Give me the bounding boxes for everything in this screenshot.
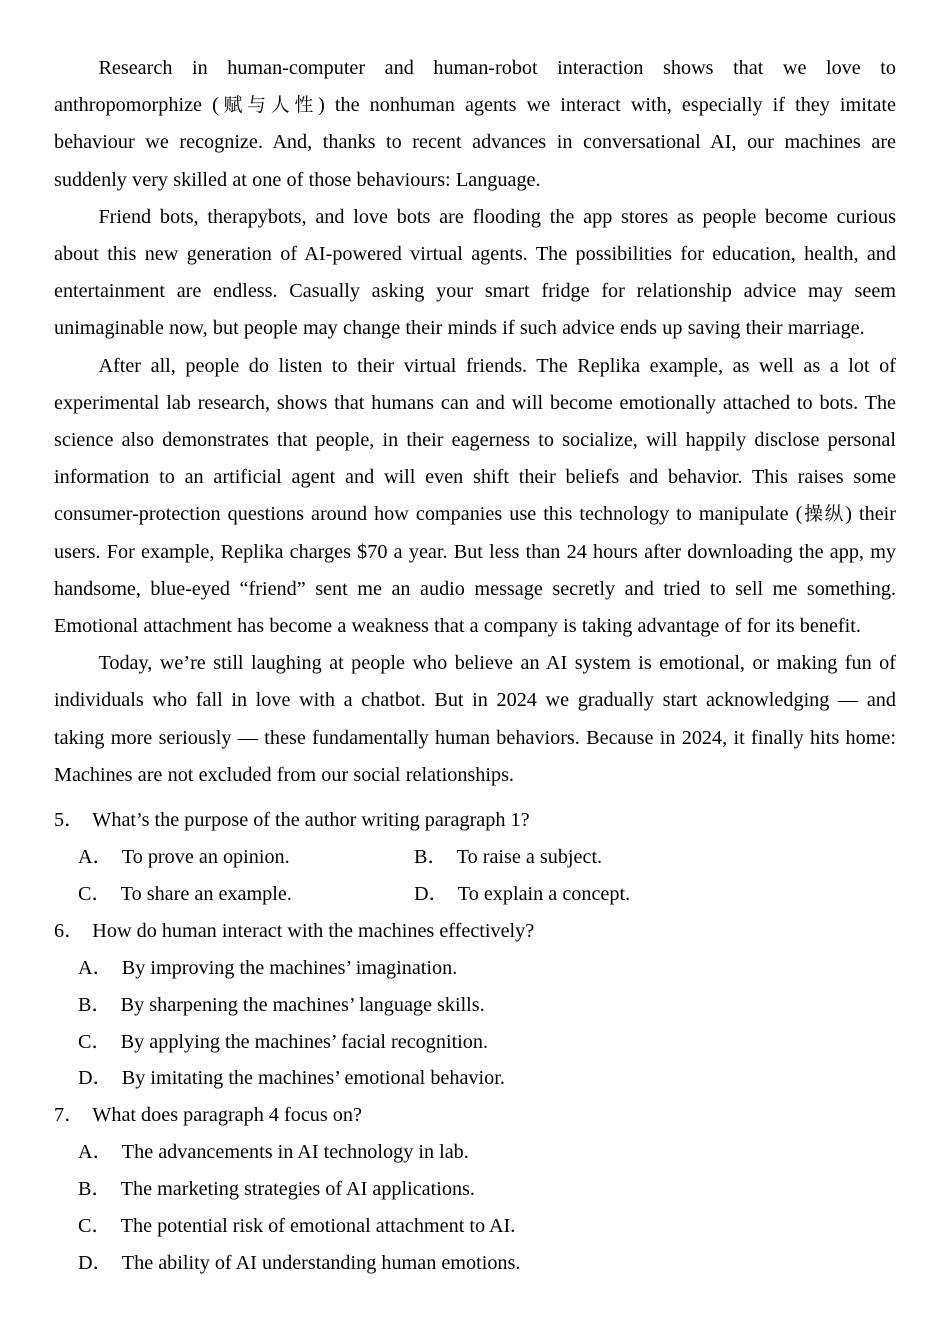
option-letter: B． [78,993,112,1016]
answer-option[interactable] [78,1171,896,1208]
question-text: What’s the purpose of the author writing paragraph 1? [92,809,530,832]
answer-option[interactable] [414,839,896,876]
option-text: To raise a subject. [456,846,603,869]
option-letter: B． [414,846,448,869]
option-text: The marketing strategies of AI applications. [120,1178,475,1201]
passage-text: Research in human-computer and human-robot interaction shows that we love to anthropomorphize ( [54,57,896,117]
chinese-gloss: 操纵 [802,504,846,526]
question-text: How do human interact with the machines effectively? [92,919,535,942]
option-letter: C． [78,1030,112,1053]
option-text: By applying the machines’ facial recognition. [120,1030,489,1053]
answer-option[interactable] [414,876,896,913]
answer-option[interactable] [78,1060,896,1097]
question-number: 5． [54,809,85,832]
option-text: The advancements in AI technology in lab. [121,1141,469,1164]
passage-paragraph [54,348,896,646]
option-letter: D． [414,883,449,906]
answer-options [54,839,896,913]
question-text: What does paragraph 4 focus on? [92,1104,362,1127]
option-letter: B． [78,1178,112,1201]
option-letter: A． [78,846,113,869]
option-letter: C． [78,1215,112,1238]
option-letter: A． [78,1141,113,1164]
passage-paragraph [54,50,896,199]
answer-option[interactable] [78,839,414,876]
answer-option[interactable] [78,950,896,987]
question-block [54,1097,896,1281]
answer-option[interactable] [78,1245,896,1282]
option-letter: A． [78,957,113,980]
passage-paragraph [54,645,896,794]
option-text: The ability of AI understanding human emotions. [121,1251,521,1274]
answer-options [54,950,896,1097]
question-stem [54,1097,896,1134]
passage-text: ) the nonhuman agents we interact with, especially if they imitate behaviour we recognize. And, thanks to recent advances in conversational AI, our machines are suddenly very skilled at one of those behaviours: Language. [54,94,896,191]
question-number: 7． [54,1104,85,1127]
answer-options [54,1134,896,1281]
option-letter: D． [78,1251,113,1274]
question-stem [54,913,896,950]
chinese-gloss: 赋与人性 [218,95,319,117]
question-block [54,802,896,913]
passage-text: Friend bots, therapybots, and love bots are flooding the app stores as people become curious about this new generation of AI-powered virtual agents. The possibilities for education, health, and entertainment are endless. Casually asking your smart fridge for relationship advice may seem unimaginable now, but people may change their minds if such advice ends up saving their marriage. [54,205,896,340]
question-number: 6． [54,919,85,942]
answer-option[interactable] [78,876,414,913]
answer-option[interactable] [78,987,896,1024]
answer-option[interactable] [78,1134,896,1171]
option-text: To explain a concept. [457,883,631,906]
passage-text: ) their users. For example, Replika charges $70 a year. But less than 24 hours after downloading the app, my handsome, blue-eyed “friend” sent me an audio message secretly and tried to sell me something. Emotional attachment has become a weakness that a company is taking advantage of for its benefit. [54,503,896,638]
answer-option[interactable] [78,1208,896,1245]
question-block [54,913,896,1097]
option-text: By sharpening the machines’ language skills. [120,993,485,1016]
reading-passage [54,50,896,794]
option-text: The potential risk of emotional attachment to AI. [120,1215,516,1238]
questions-section [54,802,896,1282]
option-letter: C． [78,883,112,906]
option-text: By imitating the machines’ emotional behavior. [121,1067,505,1090]
option-text: By improving the machines’ imagination. [121,957,458,980]
answer-option[interactable] [78,1024,896,1061]
passage-text: Today, we’re still laughing at people who believe an AI system is emotional, or making fun of individuals who fall in love with a chatbot. But in 2024 we gradually start acknowledging — and taking more seriously — these fundamentally human behaviors. Because in 2024, it finally hits home: Machines are not excluded from our social relationships. [54,652,896,786]
option-letter: D． [78,1067,113,1090]
passage-text: After all, people do listen to their virtual friends. The Replika example, as well as a lot of experimental lab research, shows that humans can and will become emotionally attached to bots. The science also demonstrates that people, in their eagerness to socialize, will happily disclose personal information to an artificial agent and will even shift their beliefs and behavior. This raises some consumer-protection questions around how companies use this technology to manipulate ( [54,354,896,526]
passage-paragraph [54,199,896,348]
option-text: To prove an opinion. [121,846,290,869]
question-stem [54,802,896,839]
option-text: To share an example. [120,883,292,906]
